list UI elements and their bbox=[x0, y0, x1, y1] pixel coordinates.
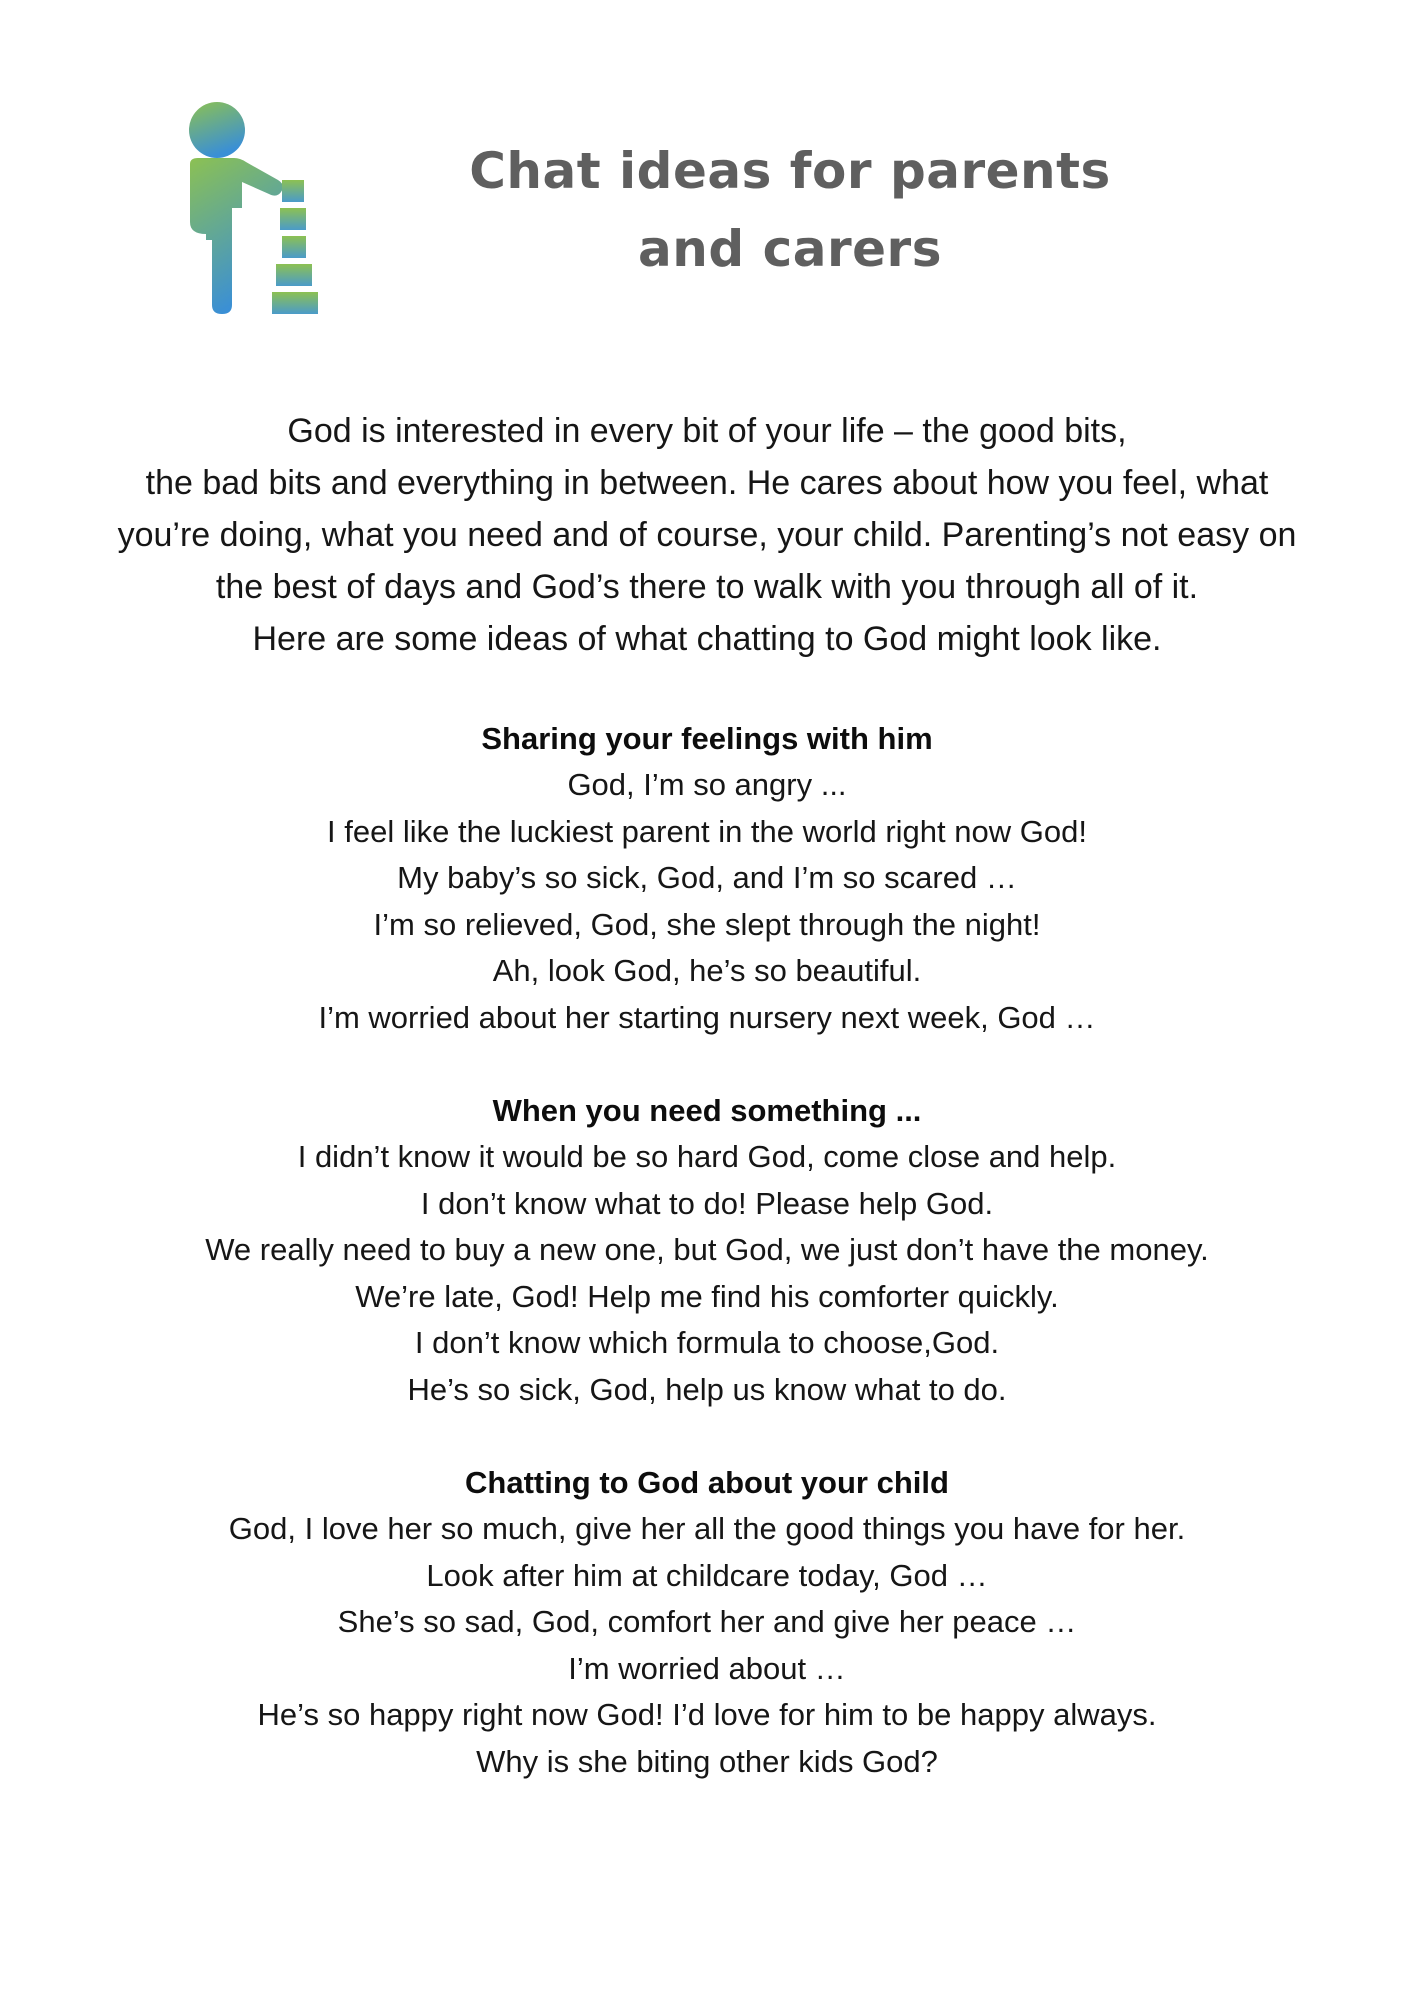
title-line-1: Chat ideas for parents bbox=[469, 142, 1111, 200]
list-item: Ah, look God, he’s so beautiful. bbox=[492, 953, 922, 989]
list-item: I feel like the luckiest parent in the world right now God! bbox=[327, 813, 1087, 849]
person-stacking-blocks-icon bbox=[160, 100, 330, 320]
intro-line: God is interested in every bit of your life – the good bits, bbox=[287, 412, 1127, 450]
prayer-list bbox=[60, 1134, 1354, 1414]
prayer-list bbox=[60, 762, 1354, 1042]
list-item: I don’t know what to do! Please help God. bbox=[420, 1185, 994, 1221]
intro-line: the best of days and God’s there to walk with you through all of it. bbox=[215, 568, 1199, 606]
intro-line: you’re doing, what you need and of course, your child. Parenting’s not easy on bbox=[117, 516, 1297, 554]
page-header bbox=[0, 0, 1414, 340]
intro-paragraph bbox=[60, 405, 1354, 665]
intro-line: the bad bits and everything in between. He cares about how you feel, what bbox=[145, 464, 1269, 502]
list-item: I’m so relieved, God, she slept through the night! bbox=[373, 906, 1041, 942]
prayer-list bbox=[60, 1506, 1354, 1786]
section-heading: Chatting to God about your child bbox=[465, 1465, 949, 1500]
list-item: We really need to buy a new one, but God, we just don’t have the money. bbox=[205, 1232, 1209, 1268]
list-item: I don’t know which formula to choose,God. bbox=[414, 1325, 1000, 1361]
list-item: We’re late, God! Help me find his comforter quickly. bbox=[355, 1278, 1059, 1314]
list-item: God, I love her so much, give her all the good things you have for her. bbox=[228, 1511, 1186, 1546]
section-sharing-feelings bbox=[60, 715, 1354, 1042]
section-heading: When you need something ... bbox=[492, 1093, 922, 1128]
intro-line: Here are some ideas of what chatting to God might look like. bbox=[252, 620, 1162, 658]
list-item: I’m worried about her starting nursery next week, God … bbox=[318, 999, 1096, 1035]
list-item: He’s so happy right now God! I’d love for him to be happy always. bbox=[257, 1697, 1157, 1733]
list-item: Why is she biting other kids God? bbox=[476, 1743, 938, 1779]
list-item: I didn’t know it would be so hard God, come close and help. bbox=[297, 1139, 1117, 1174]
title-line-2: and carers bbox=[638, 220, 942, 278]
section-heading: Sharing your feelings with him bbox=[481, 721, 933, 756]
section-chatting-about-child bbox=[60, 1459, 1354, 1786]
list-item: My baby’s so sick, God, and I’m so scared … bbox=[397, 860, 1017, 896]
list-item: I’m worried about … bbox=[568, 1650, 846, 1686]
page-title bbox=[440, 132, 1140, 288]
section-when-you-need-something bbox=[60, 1087, 1354, 1414]
list-item: She’s so sad, God, comfort her and give her peace … bbox=[337, 1604, 1077, 1640]
list-item: God, I’m so angry ... bbox=[567, 767, 847, 802]
list-item: He’s so sick, God, help us know what to do. bbox=[407, 1371, 1007, 1407]
list-item: Look after him at childcare today, God … bbox=[426, 1557, 988, 1593]
